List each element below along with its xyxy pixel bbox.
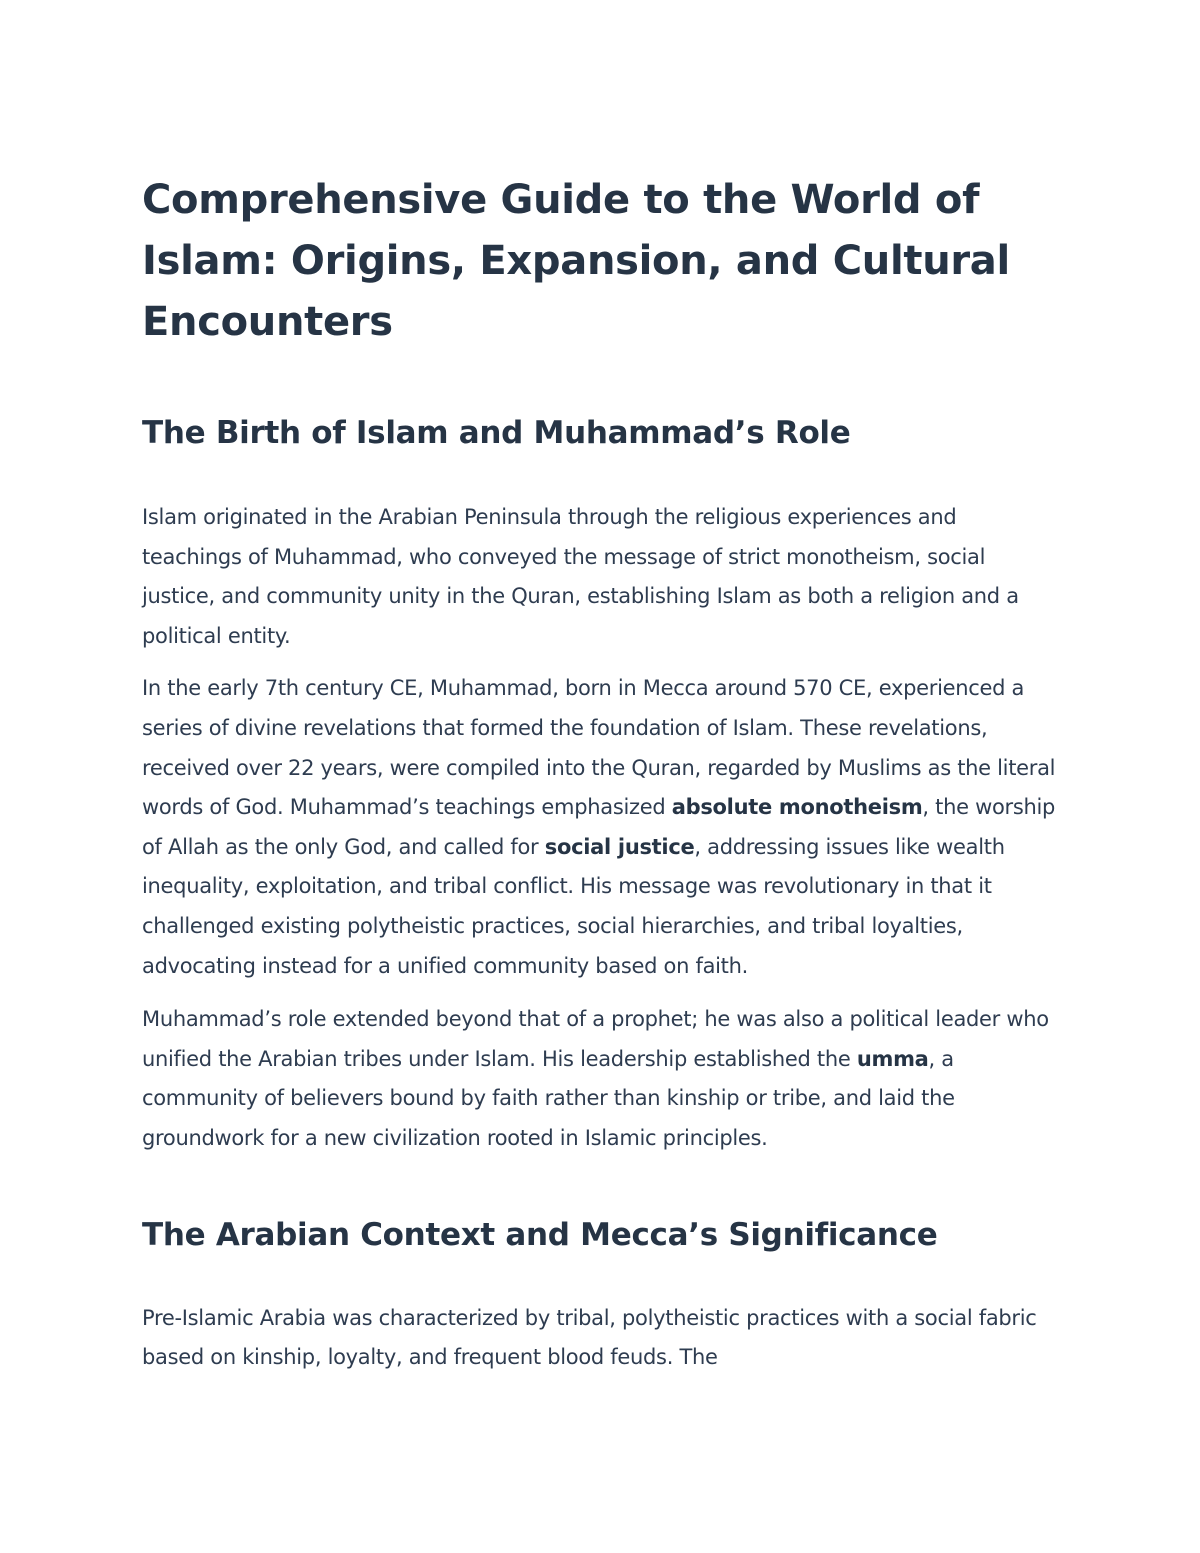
paragraph-summary: Islam originated in the Arabian Peninsula through the religious experiences and teachings of Muhammad, who conveyed the message of strict monotheism, social justice, and community unity in the Quran, establishing Islam as both a religion and a political entity. xyxy=(142,505,1019,648)
section-heading-arabian-context: The Arabian Context and Mecca’s Significance xyxy=(142,1216,938,1253)
paragraph-text: In the early 7th century CE, Muhammad, born in Mecca around 570 CE, experienced a series of divine revelations that formed the foundation of Islam. These revelations, received over 22 years, were compiled into the Quran, regarded by Muslims as the literal words of God. Muhammad’s teachings emphasized xyxy=(142,676,1056,820)
paragraph-text: , a community of believers bound by faith rather than kinship or tribe, and laid the groundwork for a new civilization rooted in Islamic principles. xyxy=(142,1046,955,1150)
bold-term-absolute-monotheism: absolute monotheism xyxy=(671,795,923,820)
paragraph-text: Muhammad’s role extended beyond that of a prophet; he was also a political leader who unified the Arabian tribes under Islam. His leadership established the xyxy=(142,1007,1049,1071)
paragraph-text: , addressing issues like wealth inequality, exploitation, and tribal conflict. His message was revolutionary in that it challenged existing polytheistic practices, social hierarchies, and tribal loyalties, advocating instead for a unified community based on faith. xyxy=(142,834,1005,978)
paragraph-political-role xyxy=(142,1000,1060,1158)
paragraph-pre-islamic-arabia: Pre-Islamic Arabia was characterized by tribal, polytheistic practices with a social fabric based on kinship, loyalty, and frequent blood feuds. The xyxy=(142,1305,1037,1370)
bold-term-social-justice: social justice xyxy=(544,834,695,859)
paragraph-text: , the worship of Allah as the only God, and called for xyxy=(142,795,1056,859)
section-heading-birth-of-islam: The Birth of Islam and Muhammad’s Role xyxy=(142,415,851,451)
paragraph-revelations xyxy=(142,669,1060,986)
document-page xyxy=(142,170,1060,1378)
bold-term-umma: umma xyxy=(856,1046,929,1071)
document-title: Comprehensive Guide to the World of Islam: Origins, Expansion, and Cultural Encounters xyxy=(142,177,1010,345)
